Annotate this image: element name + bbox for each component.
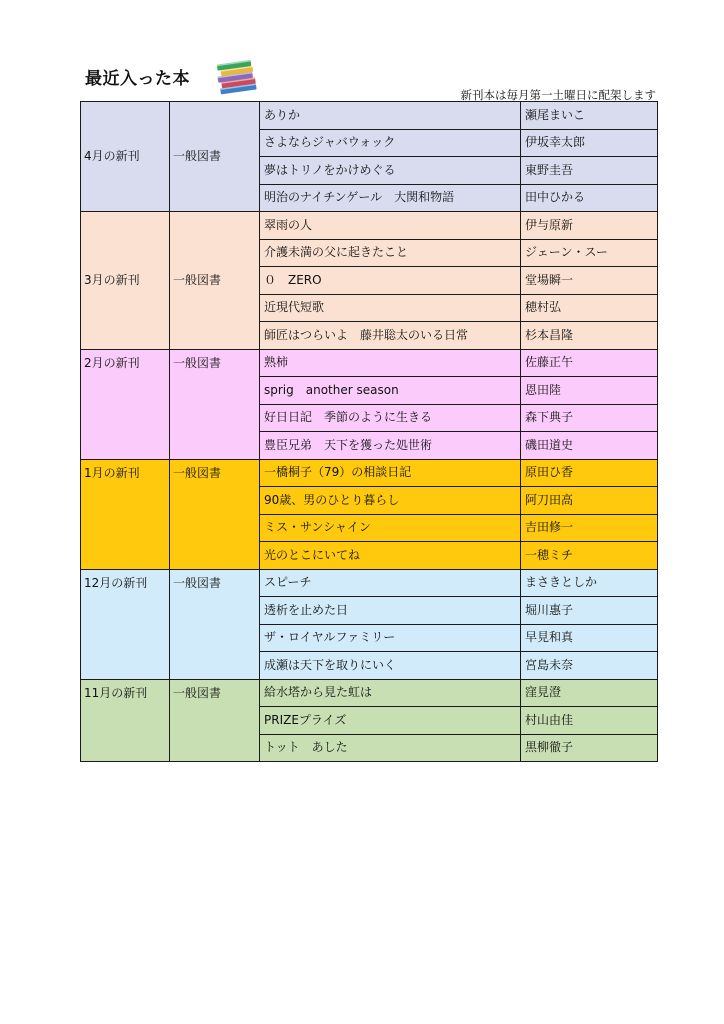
book-author: 伊坂幸太郎	[521, 129, 658, 157]
book-title: PRIZEプライズ	[260, 707, 521, 735]
book-title: さよならジャバウォック	[260, 129, 521, 157]
new-books-table	[80, 101, 658, 762]
book-title: 師匠はつらいよ 藤井聡太のいる日常	[260, 322, 521, 350]
book-title: 夢はトリノをかけめぐる	[260, 157, 521, 185]
book-title: スピーチ	[260, 569, 521, 597]
book-author: 窪見澄	[521, 679, 658, 707]
book-title: 90歳、男のひとり暮らし	[260, 487, 521, 515]
table-row	[81, 102, 658, 130]
book-author: 穂村弘	[521, 294, 658, 322]
book-author: 恩田陸	[521, 377, 658, 405]
month-label: 1月の新刊	[81, 459, 170, 569]
book-author: 堂場瞬一	[521, 267, 658, 295]
month-label: 11月の新刊	[81, 679, 170, 762]
book-title: 翠雨の人	[260, 212, 521, 240]
book-author: 吉田修一	[521, 514, 658, 542]
table-row	[81, 679, 658, 707]
book-author: 早見和真	[521, 624, 658, 652]
category-label: 一般図書	[170, 102, 260, 212]
book-title: ザ・ロイヤルファミリー	[260, 624, 521, 652]
table-row	[81, 212, 658, 240]
category-label: 一般図書	[170, 459, 260, 569]
book-author: 伊与原新	[521, 212, 658, 240]
book-author: 原田ひ香	[521, 459, 658, 487]
book-author: 田中ひかる	[521, 184, 658, 212]
book-title: トット あした	[260, 734, 521, 762]
month-label: 2月の新刊	[81, 349, 170, 459]
book-author: 杉本昌隆	[521, 322, 658, 350]
book-author: 瀬尾まいこ	[521, 102, 658, 130]
books-stack-icon	[214, 56, 262, 96]
book-author: 阿刀田高	[521, 487, 658, 515]
month-label: 12月の新刊	[81, 569, 170, 679]
book-title: 給水塔から見た虹は	[260, 679, 521, 707]
book-title: ０ ZERO	[260, 267, 521, 295]
month-label: 3月の新刊	[81, 212, 170, 350]
book-title: 成瀬は天下を取りにいく	[260, 652, 521, 680]
book-author: 一穂ミチ	[521, 542, 658, 570]
book-author: 宮島未奈	[521, 652, 658, 680]
category-label: 一般図書	[170, 212, 260, 350]
book-author: 佐藤正午	[521, 349, 658, 377]
book-title: 熟柿	[260, 349, 521, 377]
table-row	[81, 459, 658, 487]
category-label: 一般図書	[170, 679, 260, 762]
book-title: 豊臣兄弟 天下を獲った処世術	[260, 432, 521, 460]
book-title: 光のとこにいてね	[260, 542, 521, 570]
category-label: 一般図書	[170, 349, 260, 459]
book-author: 黒柳徹子	[521, 734, 658, 762]
book-author: ジェーン・スー	[521, 239, 658, 267]
table-row	[81, 349, 658, 377]
month-label: 4月の新刊	[81, 102, 170, 212]
book-author: 森下典子	[521, 404, 658, 432]
book-author: 東野圭吾	[521, 157, 658, 185]
book-title: 一橋桐子（79）の相談日記	[260, 459, 521, 487]
book-author: 村山由佳	[521, 707, 658, 735]
table-row	[81, 569, 658, 597]
book-title: 透析を止めた日	[260, 597, 521, 625]
category-label: 一般図書	[170, 569, 260, 679]
book-title: 近現代短歌	[260, 294, 521, 322]
book-title: 明治のナイチンゲール 大関和物語	[260, 184, 521, 212]
book-title: sprig another season	[260, 377, 521, 405]
book-title: ミス・サンシャイン	[260, 514, 521, 542]
book-author: まさきとしか	[521, 569, 658, 597]
shelving-notice: 新刊本は毎月第一土曜日に配架します	[460, 88, 656, 102]
book-title: 介護未満の父に起きたこと	[260, 239, 521, 267]
book-author: 堀川惠子	[521, 597, 658, 625]
book-author: 磯田道史	[521, 432, 658, 460]
book-title: ありか	[260, 102, 521, 130]
book-title: 好日日記 季節のように生きる	[260, 404, 521, 432]
page-title: 最近入った本	[85, 69, 190, 89]
